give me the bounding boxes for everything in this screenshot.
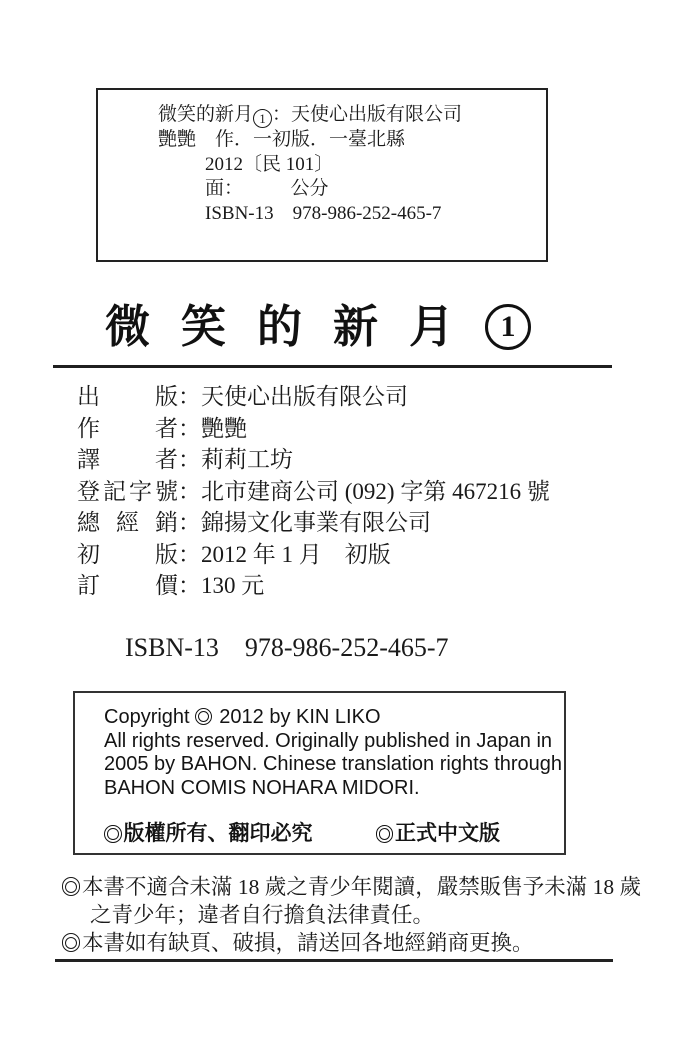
row-label: 作者 — [77, 415, 178, 441]
row-label: 初版 — [77, 541, 178, 567]
bullseye-icon — [62, 877, 80, 895]
bullseye-icon — [62, 933, 80, 951]
cip-title-text: 微笑的新月 — [158, 104, 254, 125]
row-colon: ： — [178, 541, 201, 567]
row-label: 出版 — [77, 384, 178, 409]
bullseye-icon — [376, 825, 394, 843]
notice-defective-copy — [62, 929, 641, 957]
row-colon: ： — [178, 510, 201, 535]
cip-line-4: 面： 公分 — [205, 178, 329, 199]
publication-row-first-edition — [77, 539, 550, 571]
rights-reserved-text: 版權所有、翻印必究 — [123, 822, 313, 845]
row-value: 莉莉工坊 — [201, 447, 293, 472]
bullseye-icon — [195, 708, 212, 725]
cip-line-1 — [98, 103, 546, 128]
row-value: 2012 年 1 月 初版 — [201, 541, 391, 567]
page-title — [105, 301, 531, 353]
row-colon: ： — [178, 415, 201, 441]
row-value: 天使心出版有限公司 — [201, 384, 408, 409]
cip-line-5-isbn: ISBN-13 978-986-252-465-7 — [205, 202, 442, 224]
row-value: 錦揚文化事業有限公司 — [201, 510, 431, 535]
publication-row-translator — [77, 444, 550, 476]
row-colon: ： — [178, 478, 201, 504]
cip-publisher-text: ：天使心出版有限公司 — [272, 104, 463, 125]
isbn-line: ISBN-13 978-986-252-465-7 — [125, 633, 449, 662]
notice-age-restriction-cont: 之青少年；違者自行擔負法律責任。 — [90, 903, 435, 927]
cip-line-3: 2012〔民 101〕 — [205, 153, 334, 175]
official-chinese-edition-text: 正式中文版 — [395, 822, 501, 845]
rights-reserved-stamp — [104, 822, 313, 846]
row-label: 總經銷 — [77, 510, 178, 535]
row-label: 訂價 — [77, 573, 178, 598]
row-value: 艷艷 — [201, 415, 247, 441]
row-value: 130 元 — [201, 573, 265, 598]
copyright-line-1-post: 2012 by KIN LIKO — [213, 706, 381, 728]
publication-row-distributor — [77, 507, 550, 539]
title-underline — [53, 365, 612, 368]
cip-line-2: 艷艷 作．一初版．一臺北縣 — [158, 129, 406, 150]
publication-row-publisher — [77, 381, 550, 413]
cip-box — [96, 88, 548, 262]
notice-age-restriction — [62, 873, 641, 901]
row-value: 北市建商公司 (092) 字第 467216 號 — [201, 478, 550, 504]
notice-age-restriction-text: 本書不適合未滿 18 歲之青少年閱讀，嚴禁販售予未滿 18 歲 — [81, 875, 641, 899]
row-label: 登記字號 — [77, 478, 178, 504]
copyright-line-1 — [104, 706, 554, 730]
row-colon: ： — [178, 384, 201, 409]
volume-1-circled-icon: 1 — [485, 304, 531, 350]
copyright-box — [73, 691, 566, 855]
official-chinese-edition-stamp — [376, 822, 501, 846]
stamps-row — [104, 822, 554, 846]
publication-details-list — [77, 381, 550, 602]
bullseye-icon — [104, 825, 122, 843]
copyright-line-1-pre: Copyright — [104, 706, 196, 728]
row-label: 譯者 — [77, 447, 178, 472]
publication-row-registration — [77, 476, 550, 508]
row-colon: ： — [178, 573, 201, 598]
publication-row-author — [77, 413, 550, 445]
bottom-rule — [55, 959, 613, 962]
volume-1-circled-icon: 1 — [253, 109, 272, 128]
row-colon: ： — [178, 447, 201, 472]
copyright-line-3: 2005 by BAHON. Chinese translation rights through — [104, 753, 563, 775]
notice-defective-copy-text: 本書如有缺頁、破損，請送回各地經銷商更換。 — [81, 931, 534, 955]
copyright-line-4: BAHON COMIS NOHARA MIDORI. — [104, 776, 420, 799]
reader-notices — [62, 873, 641, 957]
copyright-line-2: All rights reserved. Originally published in Japan in — [104, 729, 553, 752]
book-title-text: 微笑的新月 — [105, 302, 486, 352]
publication-row-price — [77, 570, 550, 602]
